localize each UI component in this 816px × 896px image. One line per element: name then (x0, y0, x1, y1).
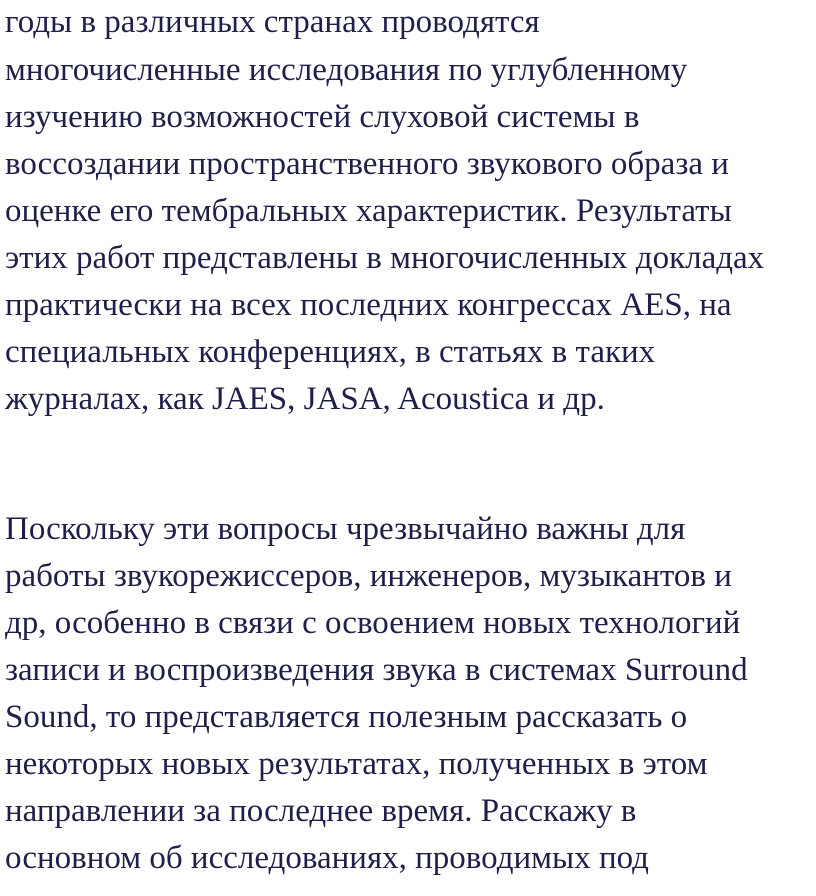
text-line: воссоздании пространственного звукового образа и (5, 146, 729, 182)
text-line: Sound, то представляется полезным рассказать о (5, 699, 688, 735)
text-line: записи и воспроизведения звука в системах Surround (5, 652, 748, 688)
text-line: специальных конференциях, в статьях в таких (5, 334, 656, 370)
text-line: работы звукорежиссеров, инженеров, музыкантов и (5, 558, 732, 594)
text-line: журналах, как JAES, JASA, Acoustica и др. (5, 381, 605, 417)
text-line: др, особенно в связи с освоением новых технологий (5, 605, 741, 641)
text-line: этих работ представлены в многочисленных докладах (5, 240, 765, 276)
text-line: оценке его тембральных характеристик. Результаты (5, 193, 732, 229)
text-line: некоторых новых результатах, полученных в этом (5, 746, 708, 782)
text-line: годы в различных странах проводятся (5, 4, 540, 40)
text-line: многочисленные исследования по углубленному (5, 52, 688, 88)
text-line: изучению возможностей слуховой системы в (5, 99, 640, 135)
text-line: Поскольку эти вопросы чрезвычайно важны для (5, 511, 686, 547)
text-line: направлении за последнее время. Расскажу в (5, 793, 637, 829)
text-line: практически на всех последних конгрессах AES, на (5, 287, 732, 323)
text-line: основном об исследованиях, проводимых под (5, 840, 649, 876)
